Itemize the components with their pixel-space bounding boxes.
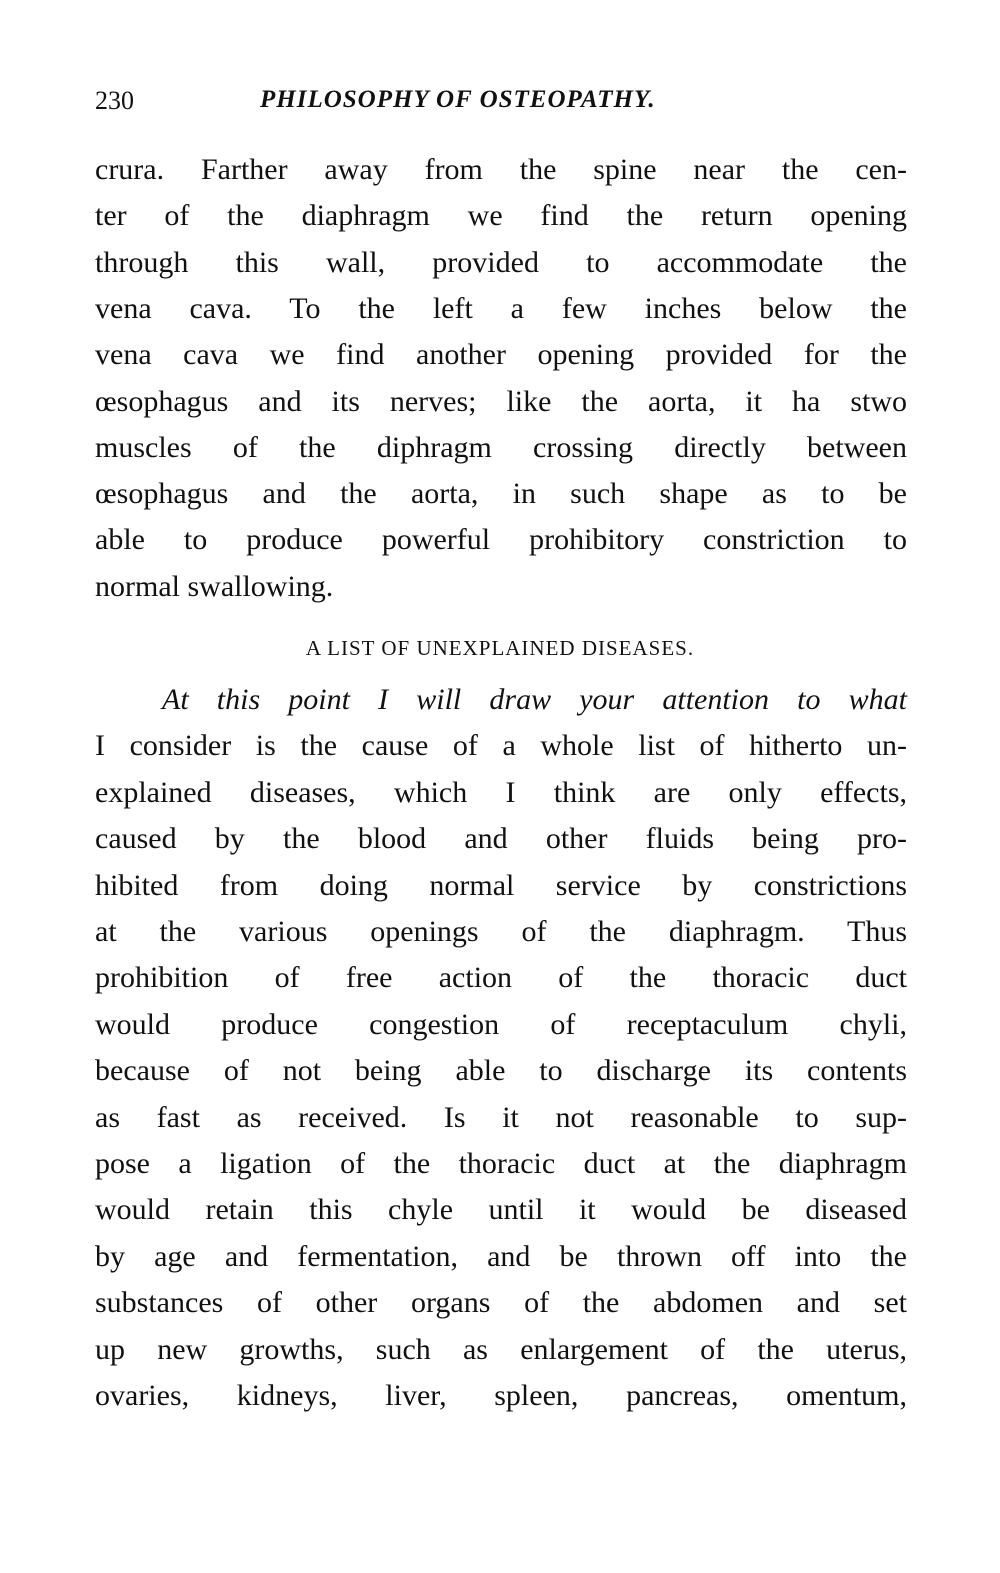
running-title: PHILOSOPHY OF OSTEOPATHY.: [260, 86, 656, 113]
text-line: normal swallowing.: [95, 569, 334, 603]
text-line: vena cava. To the left a few inches below the: [95, 291, 907, 325]
text-line: would retain this chyle until it would be diseased: [95, 1193, 907, 1227]
text-line: explained diseases, which I think are only effects,: [95, 775, 907, 809]
text-line: ovaries, kidneys, liver, spleen, pancreas, omentum,: [95, 1379, 907, 1412]
text-line: vena cava we find another opening provided for the: [95, 338, 907, 372]
text-line: at the various openings of the diaphragm. Thus: [95, 915, 907, 948]
text-line: would produce congestion of receptaculum chyli,: [95, 1007, 907, 1041]
text-line: œsophagus and the aorta, in such shape as to be: [95, 477, 907, 511]
text-line: substances of other organs of the abdomen and set: [95, 1286, 907, 1320]
text-line: through this wall, provided to accommodate the: [95, 245, 907, 279]
text-line: At this point I will draw your attention to what: [162, 683, 907, 716]
text-line: because of not being able to discharge its contents: [95, 1054, 907, 1088]
text-line: able to produce powerful prohibitory constriction to: [95, 523, 907, 557]
text-line: caused by the blood and other fluids being pro-: [95, 822, 907, 856]
text-line: crura. Farther away from the spine near the cen-: [95, 153, 907, 186]
text-line: by age and fermentation, and be thrown off into the: [95, 1239, 907, 1273]
text-line: prohibition of free action of the thoracic duct: [95, 961, 907, 995]
section-heading: A LIST OF UNEXPLAINED DISEASES.: [305, 636, 695, 660]
text-line: œsophagus and its nerves; like the aorta, it ha stwo: [95, 384, 907, 418]
page-number: 230: [95, 86, 134, 115]
text-line: hibited from doing normal service by constrictions: [95, 868, 907, 902]
text-line: I consider is the cause of a whole list of hitherto un-: [95, 729, 907, 763]
page-header: [95, 86, 907, 122]
text-line: pose a ligation of the thoracic duct at the diaphragm: [95, 1147, 907, 1180]
text-line: muscles of the diphragm crossing directly between: [95, 430, 907, 464]
text-line: up new growths, such as enlargement of the uterus,: [95, 1332, 907, 1366]
text-line: as fast as received. Is it not reasonable to sup-: [95, 1100, 907, 1134]
text-line: ter of the diaphragm we find the return opening: [95, 199, 907, 233]
